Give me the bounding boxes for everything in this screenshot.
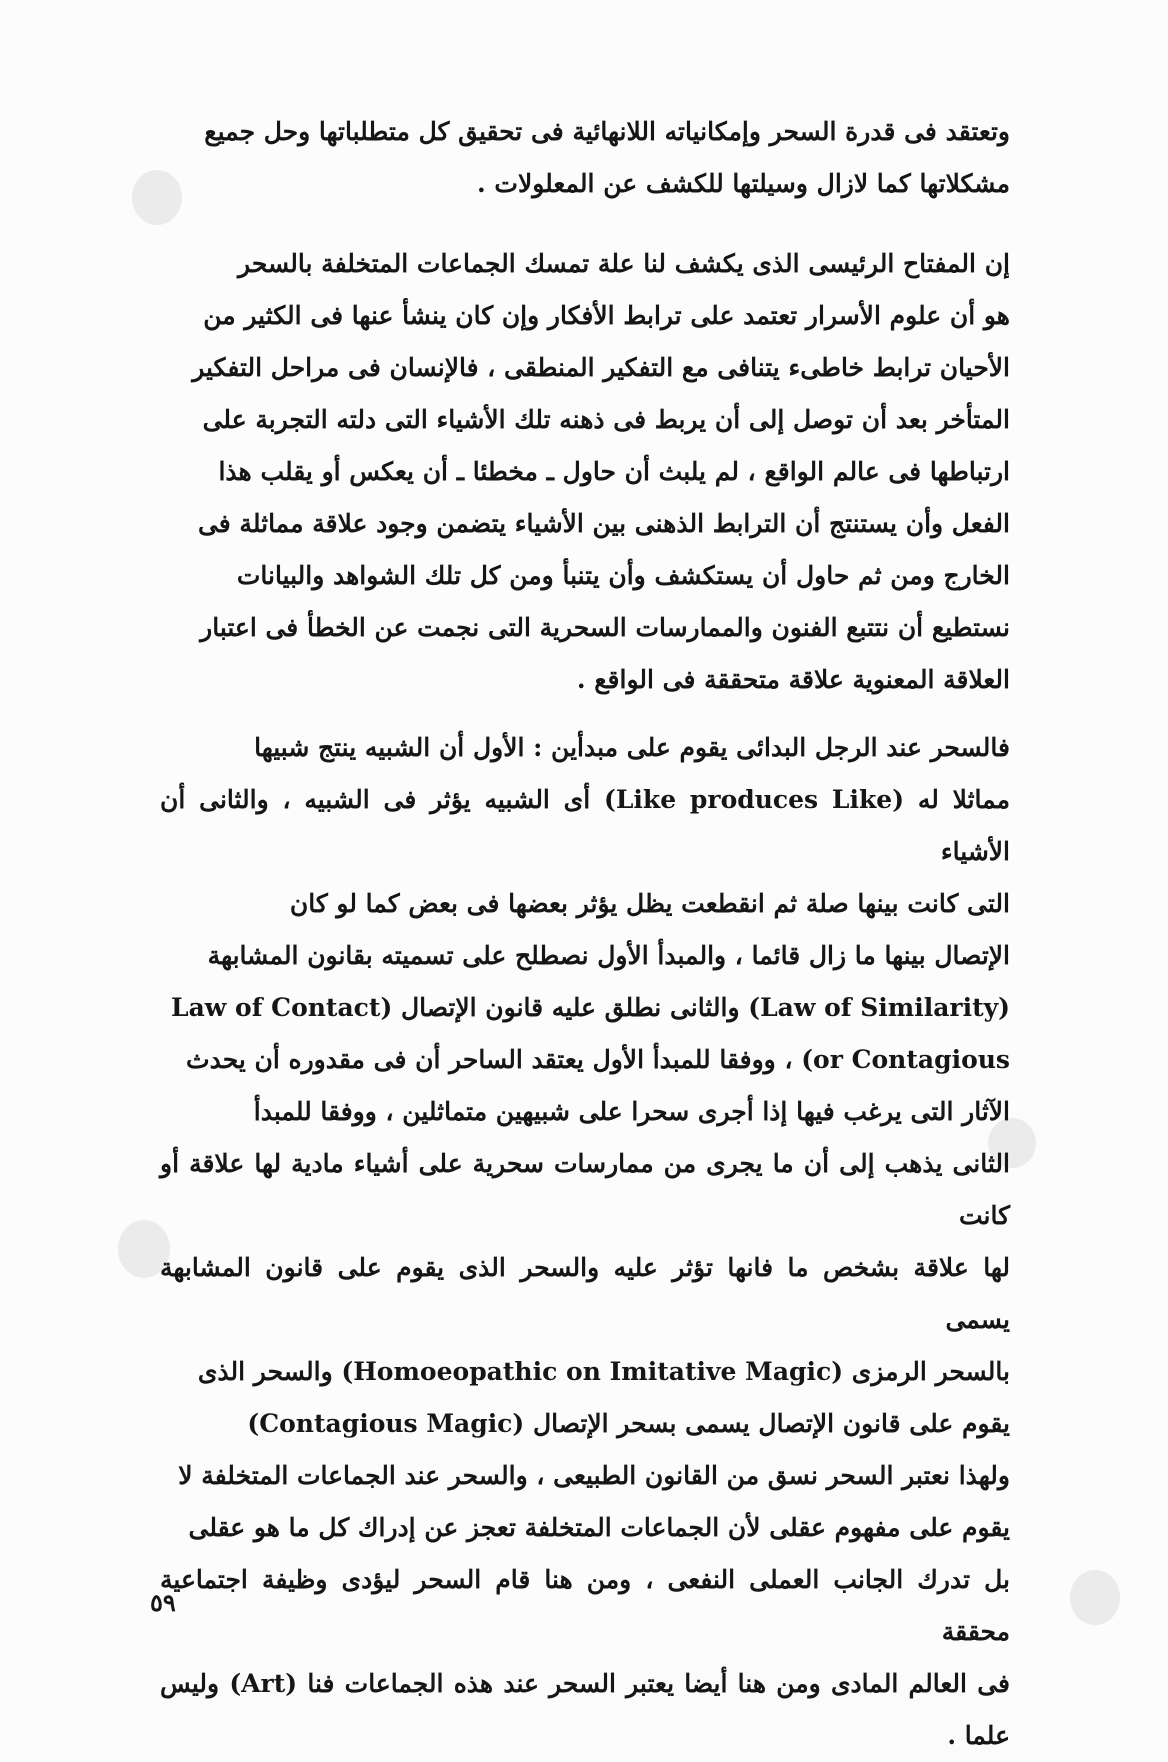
text-line: لها علاقة بشخص ما فانها تؤثر عليه والسحر الذى يقوم على قانون المشابهة يسمى xyxy=(160,1253,1010,1334)
text-line: الثانى يذهب إلى أن ما يجرى من ممارسات سحرية على أشياء مادية لها علاقة أو كانت xyxy=(160,1149,1010,1230)
paragraph-3 xyxy=(160,722,1010,1762)
text-line: إن المفتاح الرئيسى الذى يكشف لنا علة تمسك الجماعات المتخلفة بالسحر xyxy=(238,249,1010,278)
text-line: الآثار التى يرغب فيها إذا أجرى سحرا على شبيهين متماثلين ، ووفقا للمبدأ xyxy=(253,1097,1010,1126)
text-line: ولهذا نعتبر السحر نسق من القانون الطبيعى ، والسحر عند الجماعات المتخلفة لا xyxy=(178,1461,1010,1490)
text-line: بل تدرك الجانب العملى النفعى ، ومن هنا قام السحر ليؤدى وظيفة اجتماعية محققة xyxy=(160,1565,1010,1646)
paragraph-1 xyxy=(160,106,1010,210)
text-line: الخارج ومن ثم حاول أن يستكشف وأن يتنبأ ومن كل تلك الشواهد والبيانات xyxy=(236,561,1010,590)
text-line: وتعتقد فى قدرة السحر وإمكانياته اللانهائية فى تحقيق كل متطلباتها وحل جميع xyxy=(204,117,1010,146)
text-line: التى كانت بينها صلة ثم انقطعت يظل يؤثر بعضها فى بعض كما لو كان xyxy=(289,889,1010,918)
text-line: مشكلاتها كما لازال وسيلتها للكشف عن المعلولات . xyxy=(477,169,1010,198)
page-number: ٥٩ xyxy=(150,1588,176,1617)
text-line: الأحيان ترابط خاطىء يتنافى مع التفكير المنطقى ، فالإنسان فى مراحل التفكير xyxy=(192,353,1010,382)
text-line: هو أن علوم الأسرار تعتمد على ترابط الأفكار وإن كان ينشأ عنها فى الكثير من xyxy=(203,301,1010,330)
text-line: بالسحر الرمزى (Homoeopathic on Imitative Magic) والسحر الذى xyxy=(197,1357,1010,1386)
text-line: الإتصال بينها ما زال قائما ، والمبدأ الأول نصطلح على تسميته بقانون المشابهة xyxy=(207,941,1010,970)
scan-smudge xyxy=(1070,1570,1120,1625)
paragraph-2 xyxy=(160,238,1010,706)
text-line: الفعل وأن يستنتج أن الترابط الذهنى بين الأشياء يتضمن وجود علاقة مماثلة فى xyxy=(197,509,1010,538)
text-line: فالسحر عند الرجل البدائى يقوم على مبدأين : الأول أن الشبيه ينتج شبيها xyxy=(254,733,1010,762)
text-line: المتأخر بعد أن توصل إلى أن يربط فى ذهنه تلك الأشياء التى دلته التجربة على xyxy=(202,405,1010,434)
text-line: العلاقة المعنوية علاقة متحققة فى الواقع . xyxy=(576,665,1010,694)
text-line: يقوم على قانون الإتصال يسمى بسحر الإتصال (Contagious Magic) xyxy=(247,1409,1010,1438)
text-line: فى العالم المادى ومن هنا أيضا يعتبر السحر عند هذه الجماعات فنا (Art) وليس علما . xyxy=(160,1669,1010,1750)
text-line: ارتباطها فى عالم الواقع ، لم يلبث أن حاول ـ مخطئا ـ أن يعكس أو يقلب هذا xyxy=(218,457,1010,486)
text-line: or Contagious) ، ووفقا للمبدأ الأول يعتقد الساحر أن فى مقدوره أن يحدث xyxy=(186,1045,1010,1074)
text-line: مماثلا له (Like produces Like) أى الشبيه يؤثر فى الشبيه ، والثانى أن الأشياء xyxy=(160,785,1010,866)
text-line: (Law of Similarity) والثانى نطلق عليه قانون الإتصال (Law of Contact xyxy=(171,993,1010,1022)
text-line: نستطيع أن نتتبع الفنون والممارسات السحرية التى نجمت عن الخطأ فى اعتبار xyxy=(200,613,1010,642)
text-line: يقوم على مفهوم عقلى لأن الجماعات المتخلفة تعجز عن إدراك كل ما هو عقلى xyxy=(188,1513,1010,1542)
